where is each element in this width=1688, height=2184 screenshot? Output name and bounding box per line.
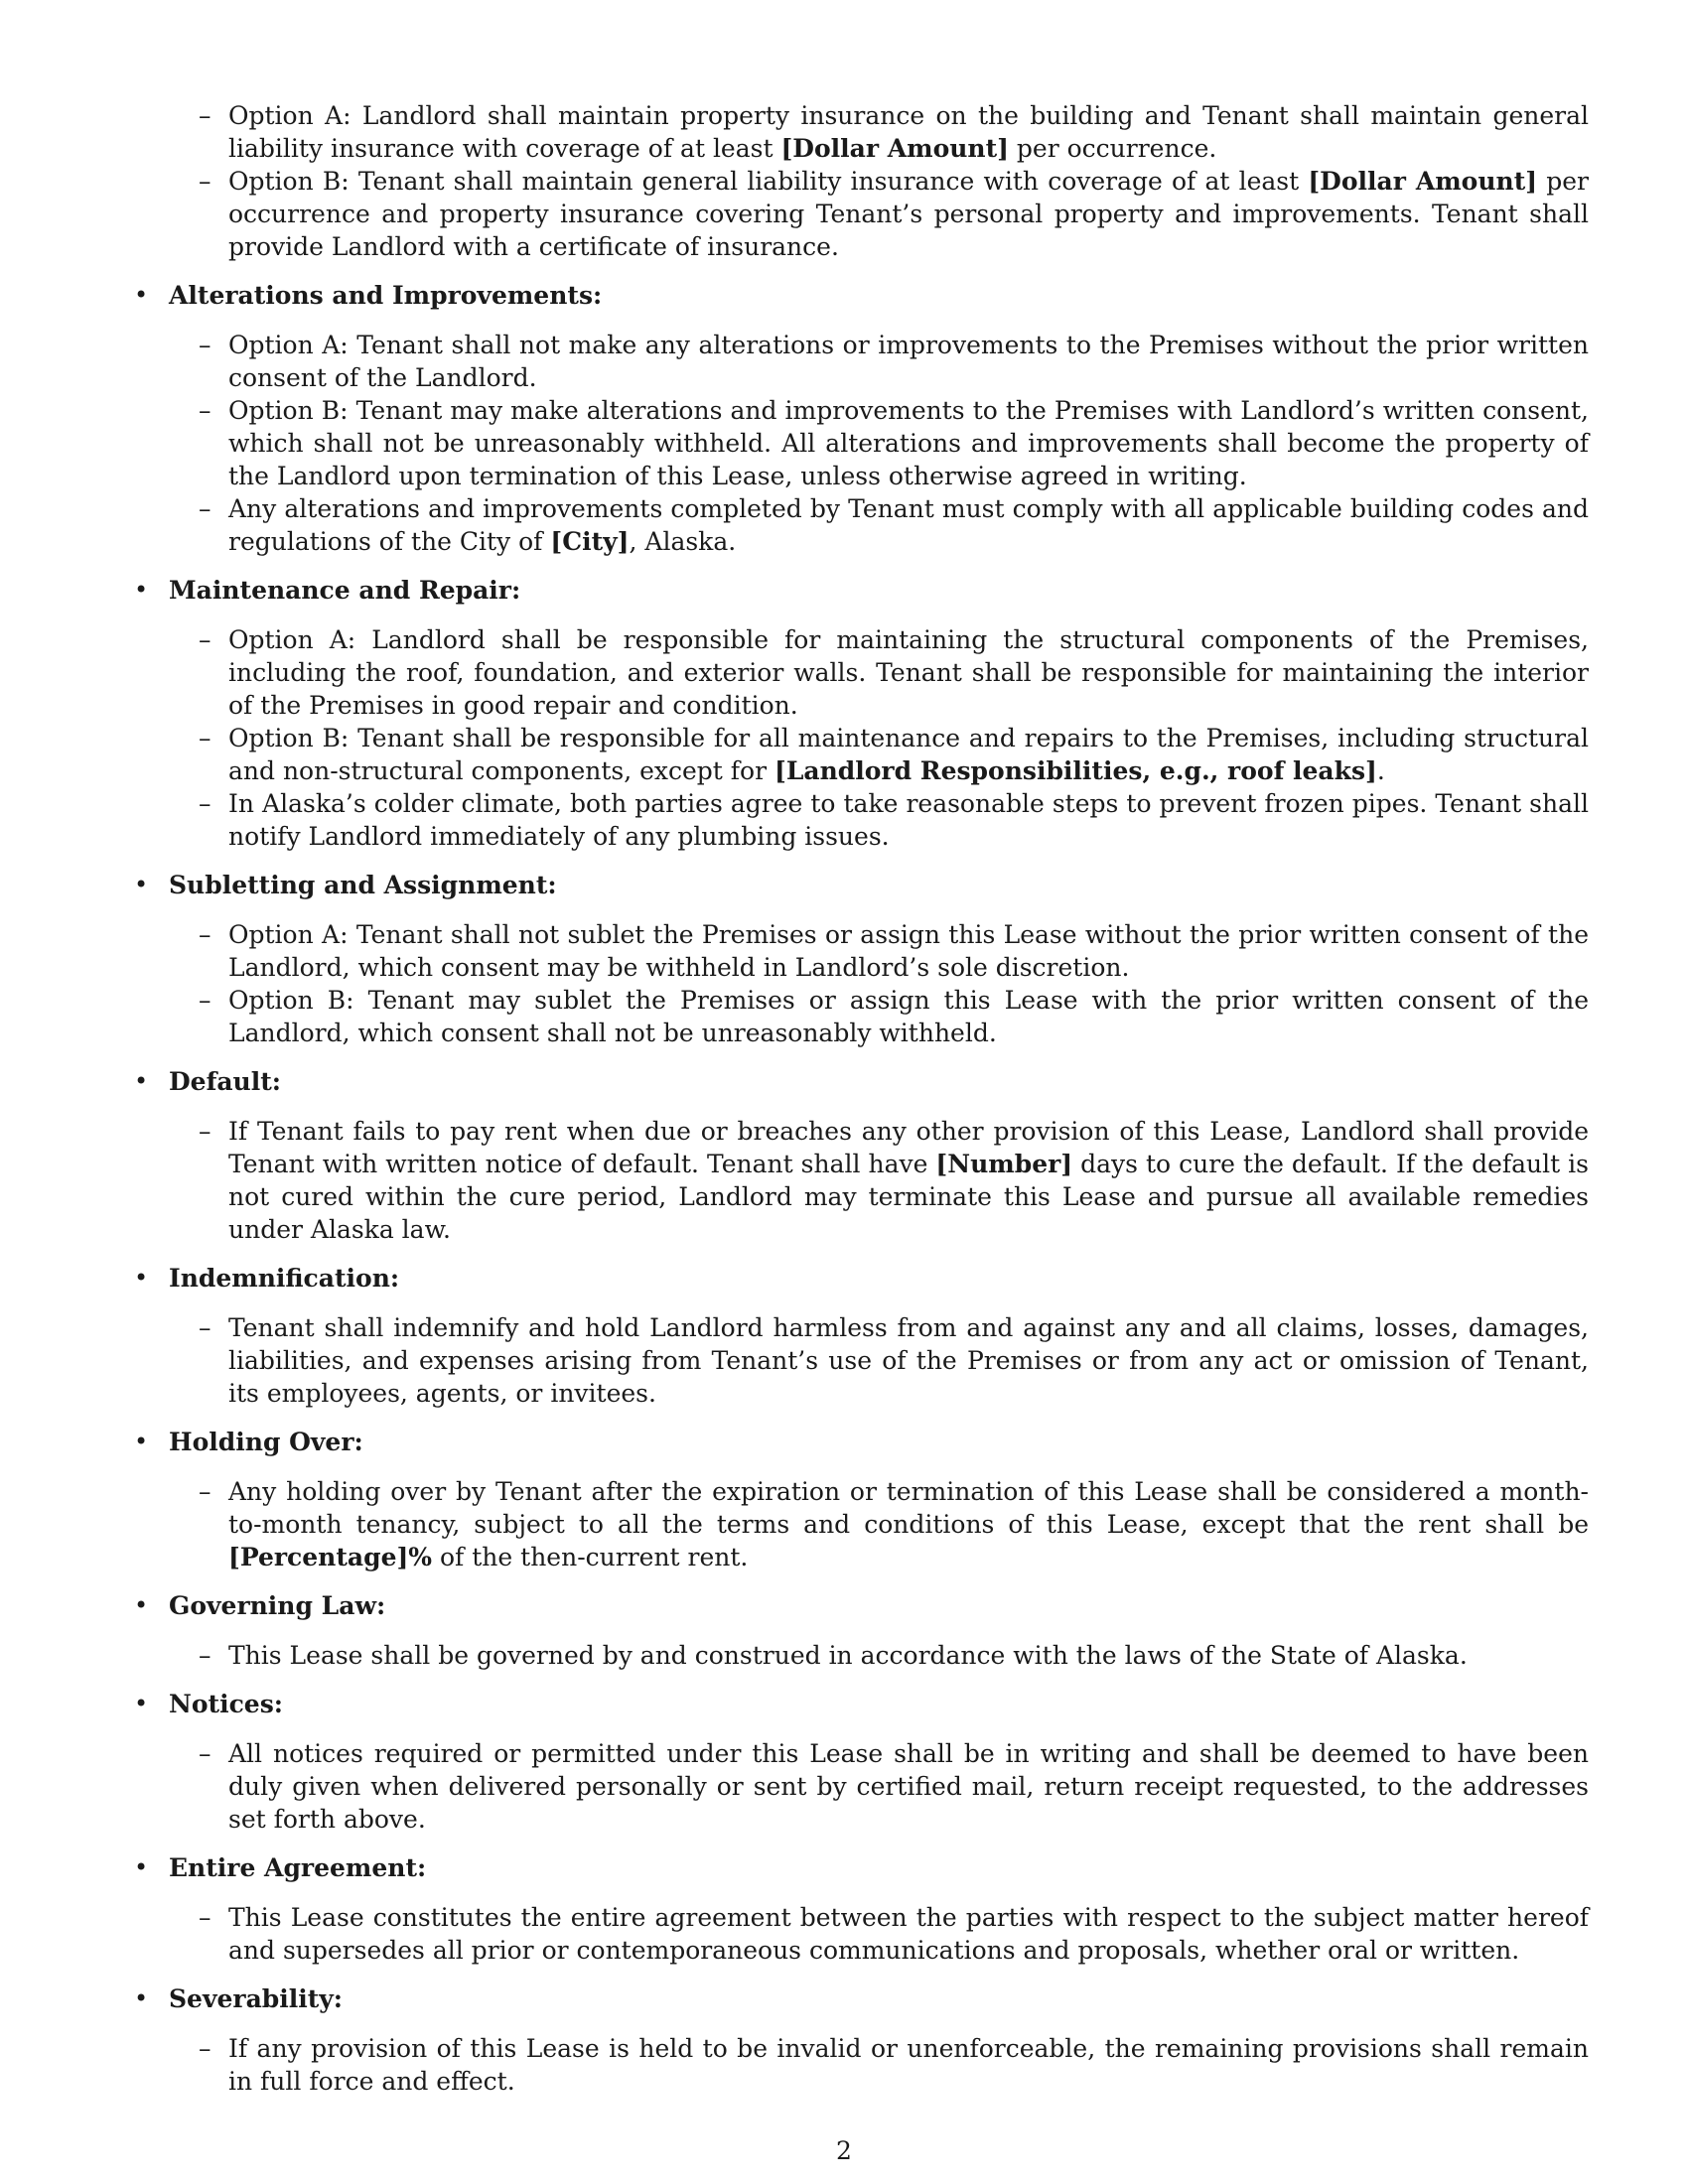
lease-section [134,1851,1589,1967]
section-title: • Alterations and Improvements: [169,281,603,310]
section-clauses [169,1639,1589,1672]
section-clauses [169,1737,1589,1836]
clause-item: – Option A: Tenant shall not sublet the Premises or assign this Lease without the prior written consent of the Landlord, which consent may be withheld in Landlord’s sole discretion. [228,918,1589,984]
lease-section [134,279,1589,558]
lease-sections [134,279,1589,2098]
clause-item: – Option B: Tenant shall be responsible for all maintenance and repairs to the Premises, including structural and non-structural components, except for [Landlord Responsibilities, e.g., roof leaks]. [228,722,1589,787]
placeholder-field: [Dollar Amount] [1308,167,1538,196]
section-title: • Notices: [169,1690,284,1718]
section-title: • Default: [169,1067,281,1096]
clause-item: – This Lease constitutes the entire agreement between the parties with respect to the subject matter hereof and supersedes all prior or contemporaneous communications and proposals, whether oral or written. [228,1901,1589,1967]
clause-item: – If any provision of this Lease is held to be invalid or unenforceable, the remaining provisions shall remain in full force and effect. [228,2032,1589,2098]
section-title: • Maintenance and Repair: [169,576,521,605]
clause-item: – Option B: Tenant may make alterations and improvements to the Premises with Landlord’s written consent, which shall not be unreasonably withheld. All alterations and improvements shall become the property of the Landlord upon termination of this Lease, unless otherwise agreed in writing. [228,394,1589,492]
placeholder-field: [Landlord Responsibilities, e.g., roof leaks] [774,756,1377,785]
section-title: • Severability: [169,1984,344,2013]
section-clauses [169,1115,1589,1246]
placeholder-field: [City] [550,527,630,556]
clause-item: – In Alaska’s colder climate, both parties agree to take reasonable steps to prevent frozen pipes. Tenant shall notify Landlord immediately of any plumbing issues. [228,787,1589,853]
clause-item: – If Tenant fails to pay rent when due or breaches any other provision of this Lease, Landlord shall provide Tenant with written notice of default. Tenant shall have [Number] days to cure the default. If the default is not cured within the cure period, Landlord may terminate this Lease and pursue all available remedies under Alaska law. [228,1115,1589,1246]
section-title: • Holding Over: [169,1428,363,1456]
clause-item: – Option A: Tenant shall not make any alterations or improvements to the Premises without the prior written consent of the Landlord. [228,329,1589,394]
page-content [134,99,1589,2098]
page-number: 2 [836,2136,852,2165]
lease-section [134,869,1589,1049]
placeholder-field: [Percentage]% [228,1543,433,1571]
clause-item: – Option B: Tenant may sublet the Premises or assign this Lease with the prior written consent of the Landlord, which consent shall not be unreasonably withheld. [228,984,1589,1049]
placeholder-field: [Dollar Amount] [780,134,1009,163]
lease-section [134,1982,1589,2098]
clause-item: – Tenant shall indemnify and hold Landlord harmless from and against any and all claims, losses, damages, liabilities, and expenses arising from Tenant’s use of the Premises or from any act or omission of Tenant, its employees, agents, or invitees. [228,1311,1589,1410]
section-clauses [169,329,1589,558]
lease-section [134,1688,1589,1836]
clause-option-item: – Option A: Landlord shall maintain property insurance on the building and Tenant shall maintain general liability insurance with coverage of at least [Dollar Amount] per occurrence. [228,99,1589,165]
lease-section [134,1426,1589,1573]
section-clauses [169,1475,1589,1573]
section-title: • Entire Agreement: [169,1853,427,1882]
continued-insurance-options [134,99,1589,263]
clause-option-item: – Option B: Tenant shall maintain general liability insurance with coverage of at least [Dollar Amount] per occurrence and property insurance covering Tenant’s personal property and improvements. Tenant shall provide Landlord with a certificate of insurance. [228,165,1589,263]
section-clauses [169,1901,1589,1967]
clause-item: – All notices required or permitted under this Lease shall be in writing and shall be deemed to have been duly given when delivered personally or sent by certified mail, return receipt requested, to the addresses set forth above. [228,1737,1589,1836]
clause-item: – Any holding over by Tenant after the expiration or termination of this Lease shall be considered a month-to-month tenancy, subject to all the terms and conditions of this Lease, except that the rent shall be [Percentage]% of the then-current rent. [228,1475,1589,1573]
placeholder-field: [Number] [935,1150,1073,1178]
section-clauses [169,623,1589,853]
lease-section [134,1262,1589,1410]
lease-section [134,574,1589,853]
lease-section [134,1065,1589,1246]
section-clauses [169,1311,1589,1410]
section-clauses [169,2032,1589,2098]
section-title: • Indemnification: [169,1264,400,1293]
clause-item: – Any alterations and improvements completed by Tenant must comply with all applicable building codes and regulations of the City of [City], Alaska. [228,492,1589,558]
section-title: • Subletting and Assignment: [169,871,557,899]
lease-section [134,1589,1589,1672]
clause-item: – This Lease shall be governed by and construed in accordance with the laws of the State of Alaska. [228,1639,1589,1672]
section-title: • Governing Law: [169,1591,386,1620]
section-clauses [169,918,1589,1049]
clause-item: – Option A: Landlord shall be responsible for maintaining the structural components of the Premises, including the roof, foundation, and exterior walls. Tenant shall be responsible for maintaining the interior of the Premises in good repair and condition. [228,623,1589,722]
